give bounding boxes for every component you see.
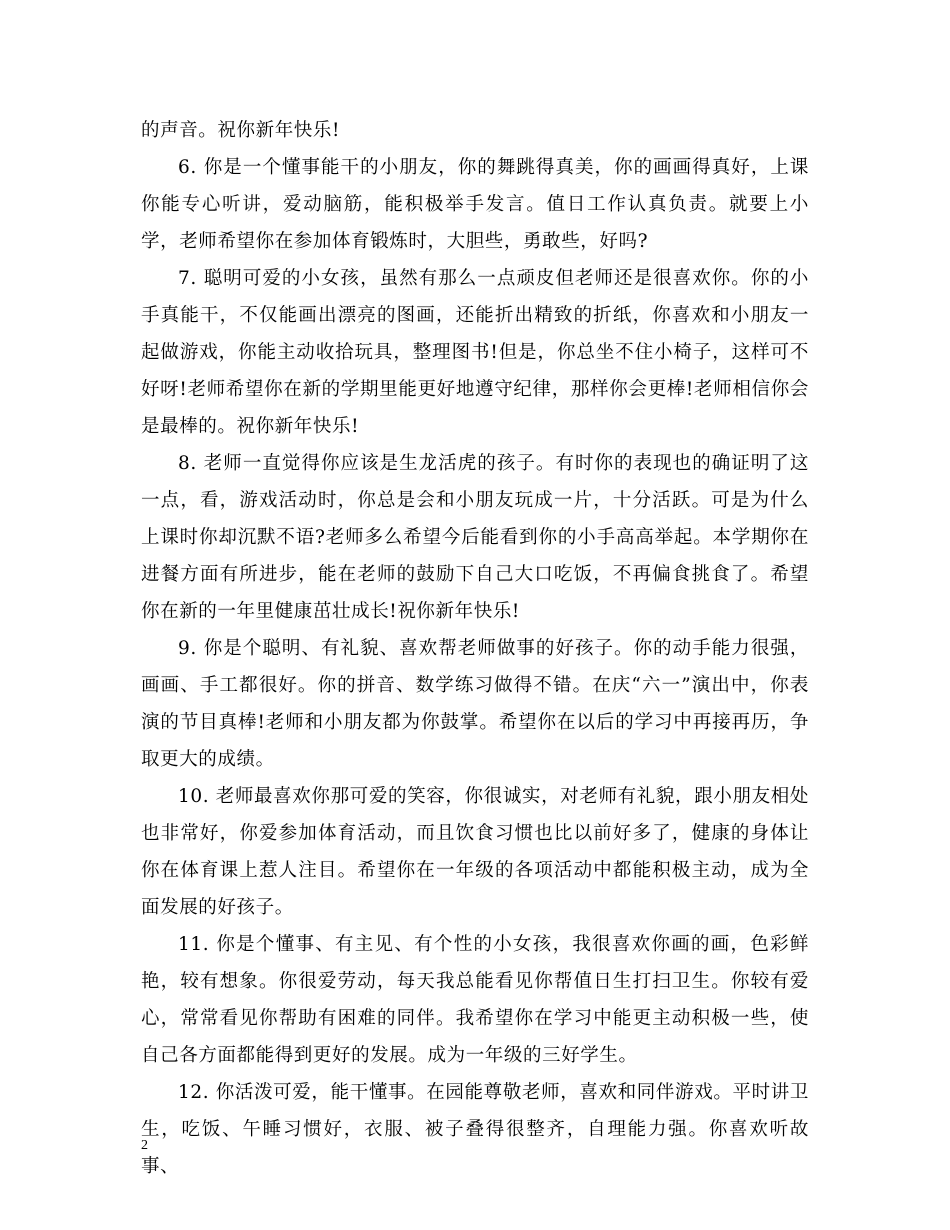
paragraph-item-9: 9. 你是个聪明、有礼貌、喜欢帮老师做事的好孩子。你的动手能力很强，画画、手工都很好。你的拼音、数学练习做得不错。在庆“六一”演出中，你表演的节目真棒!老师和小朋友都为你鼓掌。希望你在以后的学习中再接再历，争取更大的成绩。 [141, 638, 809, 770]
paragraph-item-8: 8. 老师一直觉得你应该是生龙活虎的孩子。有时你的表现也的确证明了这一点，看，游戏活动时，你总是会和小朋友玩成一片，十分活跃。可是为什么上课时你却沉默不语?老师多么希望今后能看到你的小手高高举起。本学期你在进餐方面有所进步，能在老师的鼓励下自己大口吃饭，不再偏食挑食了。希望你在新的一年里健康茁壮成长!祝你新年快乐! [141, 453, 809, 622]
page-number: 2 [141, 1138, 148, 1153]
document-body [141, 112, 809, 1185]
paragraph-continuation: 的声音。祝你新年快乐! [141, 120, 341, 141]
paragraph-item-11: 11. 你是个懂事、有主见、有个性的小女孩，我很喜欢你画的画，色彩鲜艳，较有想象。你很爱劳动，每天我总能看见你帮值日生打扫卫生。你较有爱心，常常看见你帮助有困难的同伴。我希望你在学习中能更主动积极一些，使自己各方面都能得到更好的发展。成为一年级的三好学生。 [141, 934, 809, 1066]
paragraph-item-6: 6. 你是一个懂事能干的小朋友，你的舞跳得真美，你的画画得真好，上课你能专心听讲，爱动脑筋，能积极举手发言。值日工作认真负责。就要上小学，老师希望你在参加体育锻炼时，大胆些，勇敢些，好吗? [141, 157, 809, 252]
paragraph-item-12: 12. 你活泼可爱，能干懂事。在园能尊敬老师，喜欢和同伴游戏。平时讲卫生，吃饭、午睡习惯好，衣服、被子叠得很整齐，自理能力强。你喜欢听故事、 [141, 1082, 809, 1177]
paragraph-item-10: 10. 老师最喜欢你那可爱的笑容，你很诚实，对老师有礼貌，跟小朋友相处也非常好，你爱参加体育活动，而且饮食习惯也比以前好多了，健康的身体让你在体育课上惹人注目。希望你在一年级的各项活动中都能积极主动，成为全面发展的好孩子。 [141, 786, 809, 918]
paragraph-item-7: 7. 聪明可爱的小女孩，虽然有那么一点顽皮但老师还是很喜欢你。你的小手真能干，不仅能画出漂亮的图画，还能折出精致的折纸，你喜欢和小朋友一起做游戏，你能主动收拾玩具，整理图书!但是，你总坐不住小椅子，这样可不好呀!老师希望你在新的学期里能更好地遵守纪律，那样你会更棒!老师相信你会是最棒的。祝你新年快乐! [141, 268, 809, 437]
